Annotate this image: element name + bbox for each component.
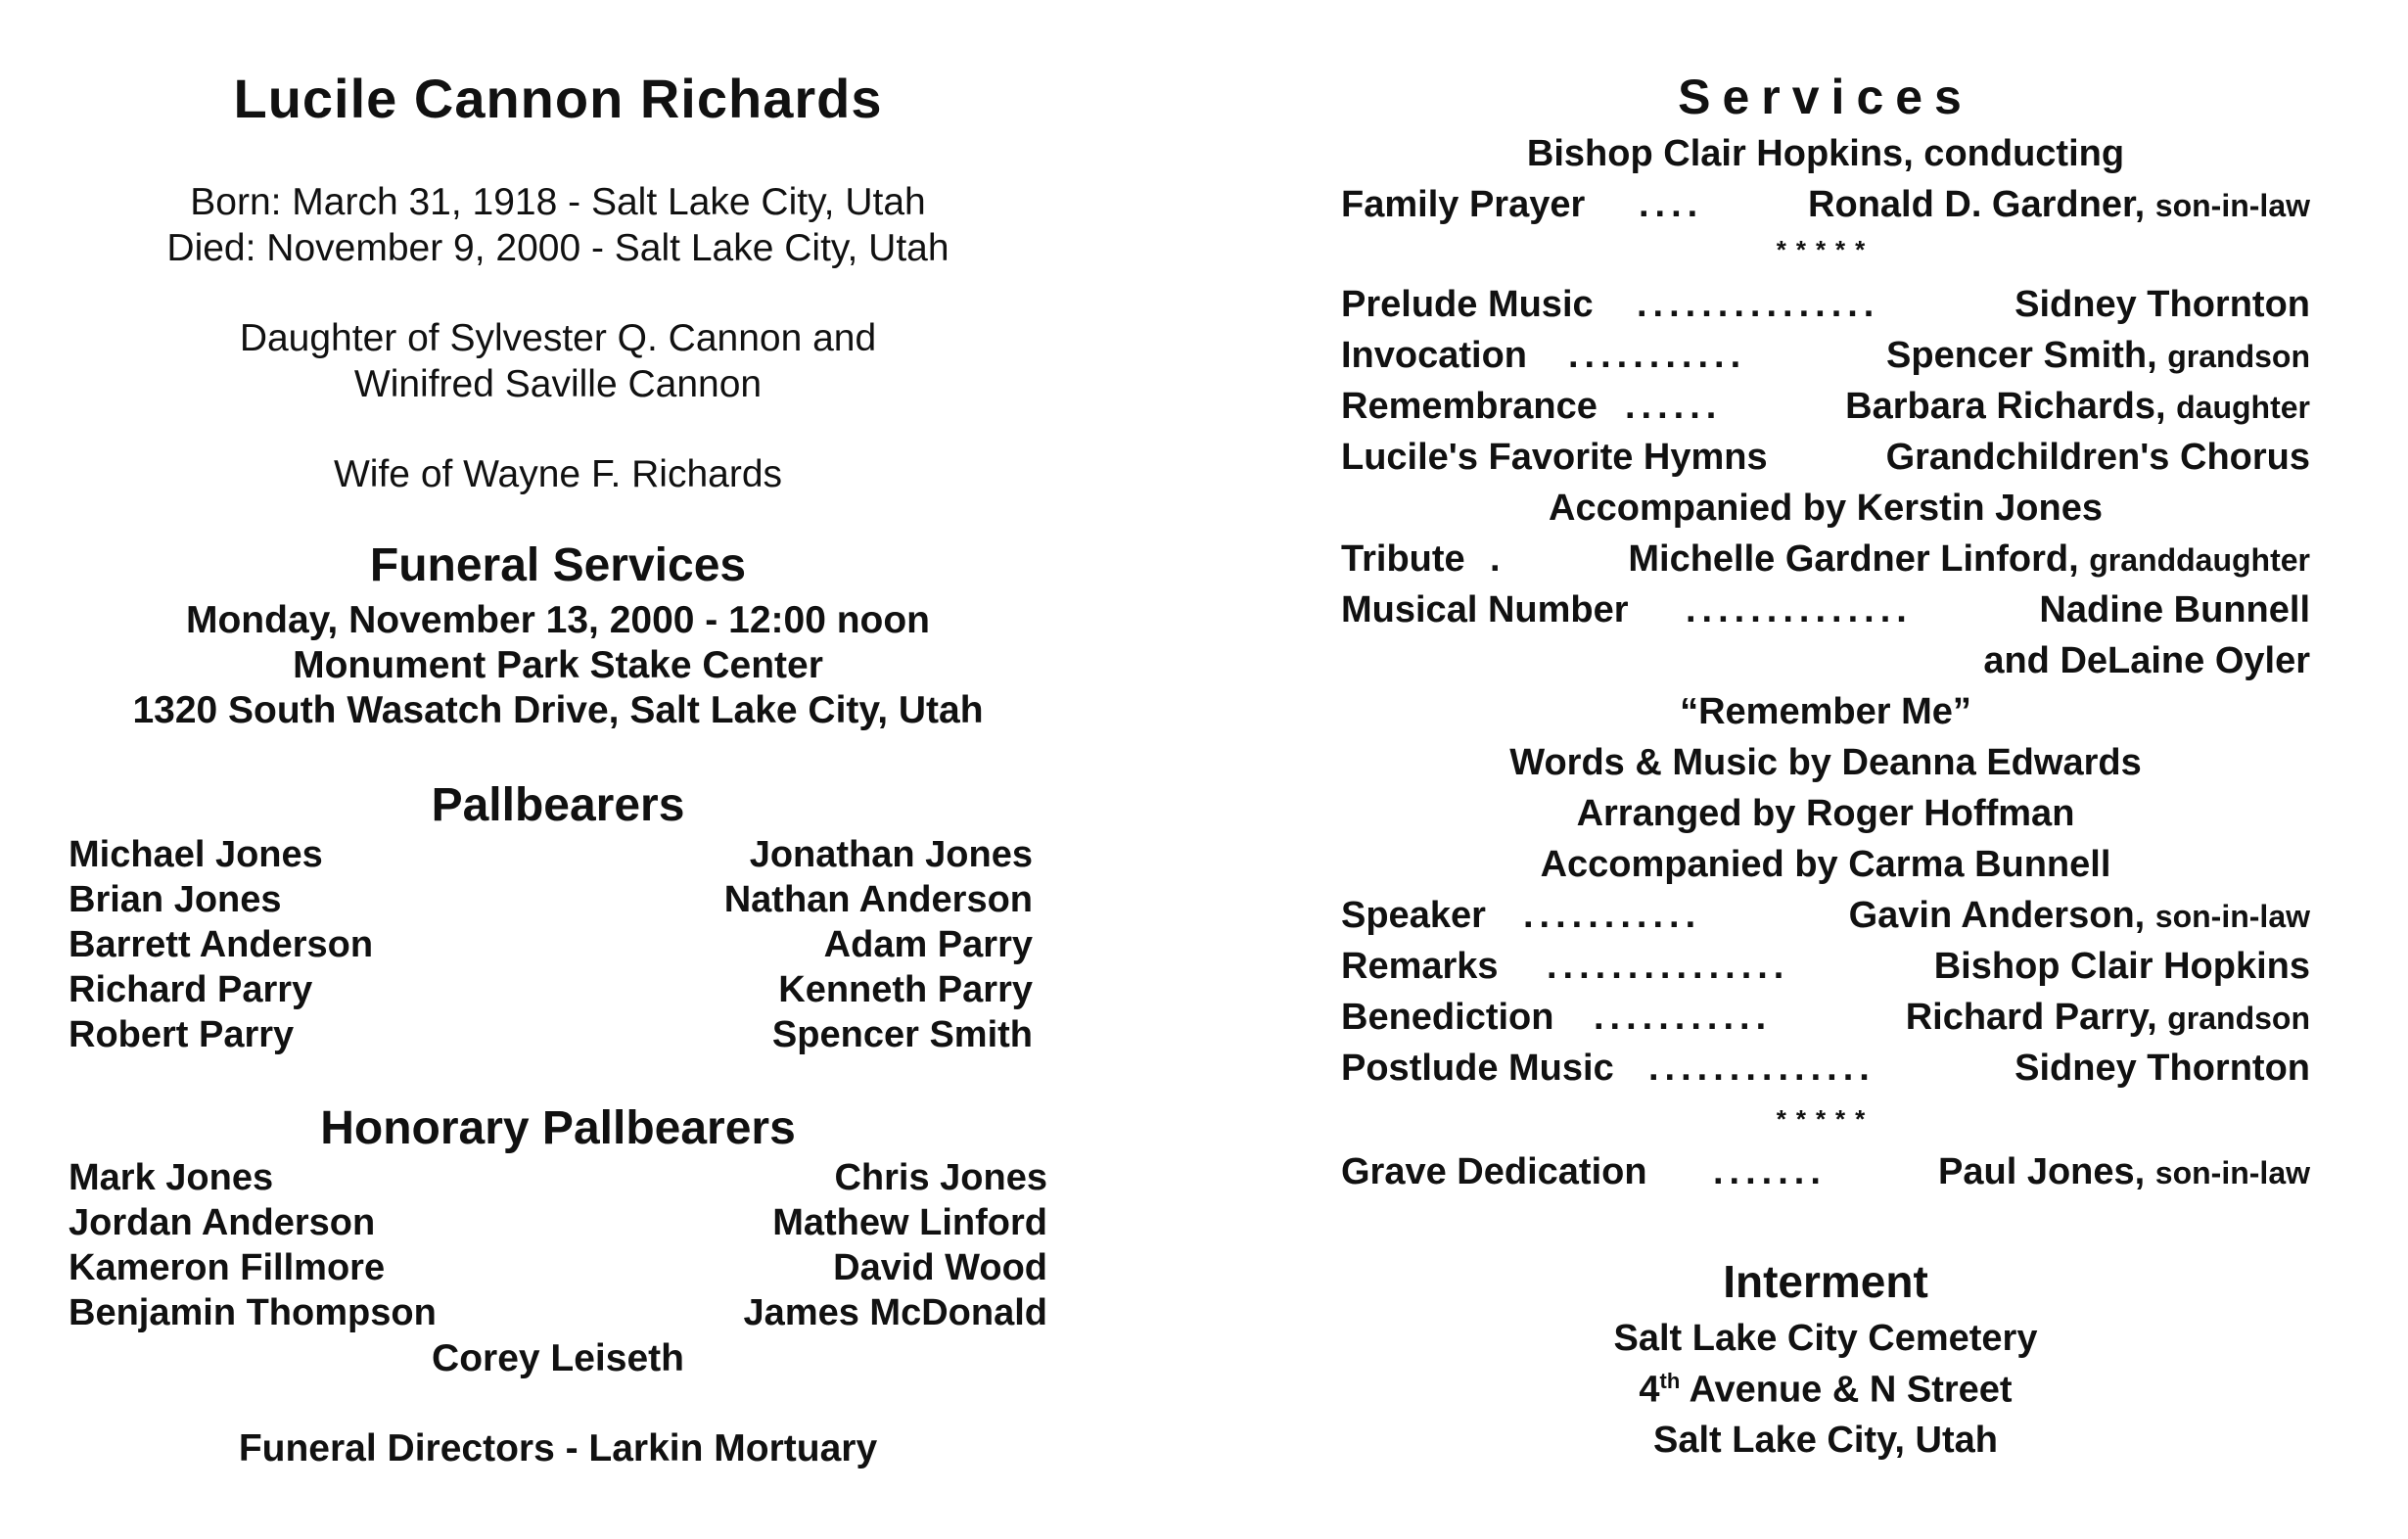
pallbearer-name: Nathan Anderson	[723, 879, 1033, 920]
honorary-name: David Wood	[833, 1247, 1047, 1288]
leader-dots: ..............	[1648, 1048, 1875, 1089]
funeral-place: Monument Park Stake Center	[293, 644, 823, 686]
program-item-label: Family Prayer	[1341, 184, 1586, 225]
died-line: Died: November 9, 2000 - Salt Lake City, Utah	[166, 227, 949, 269]
program-item-label: Tribute	[1341, 538, 1465, 580]
program-item-musical-number	[1341, 589, 2310, 636]
program-item-speaker	[1341, 895, 2310, 942]
program-item-person: Paul Jones, son-in-law	[1938, 1151, 2310, 1192]
leader-dots: ...............	[1637, 284, 1880, 325]
program-item-label: Lucile's Favorite Hymns	[1341, 437, 1768, 478]
services-heading: Services	[1678, 70, 1973, 124]
program-item-grave-dedication	[1341, 1151, 2310, 1198]
program-item-invocation	[1341, 335, 2310, 382]
program-item-label: Prelude Music	[1341, 284, 1594, 325]
honorary-name: Chris Jones	[834, 1157, 1047, 1198]
interment-cemetery: Salt Lake City Cemetery	[1613, 1318, 2038, 1359]
program-item-person: Gavin Anderson, son-in-law	[1848, 895, 2310, 936]
interment-heading: Interment	[1723, 1256, 1928, 1307]
divider-stars: *****	[1776, 235, 1875, 264]
program-item-family-prayer	[1341, 184, 2310, 231]
program-item-label: Postlude Music	[1341, 1048, 1614, 1089]
pallbearer-name: Michael Jones	[69, 834, 323, 875]
program-item-remembrance	[1341, 386, 2310, 433]
program-item-person: Richard Parry, grandson	[1905, 997, 2310, 1038]
funeral-address: 1320 South Wasatch Drive, Salt Lake City, Utah	[132, 689, 984, 731]
pallbearer-name: Barrett Anderson	[69, 924, 374, 965]
pallbearer-name: Adam Parry	[823, 924, 1033, 965]
song-arranged: Arranged by Roger Hoffman	[1576, 793, 2075, 834]
program-item-person: Sidney Thornton	[2014, 284, 2310, 325]
deceased-name: Lucile Cannon Richards	[233, 68, 883, 129]
honorary-name: James McDonald	[743, 1292, 1047, 1333]
conducting-line: Bishop Clair Hopkins, conducting	[1526, 133, 2125, 174]
song-title: “Remember Me”	[1680, 691, 1971, 732]
interment-city: Salt Lake City, Utah	[1653, 1420, 1998, 1461]
pallbearer-name: Jonathan Jones	[749, 834, 1033, 875]
pallbearer-name: Kenneth Parry	[778, 969, 1033, 1010]
program-item-label: Benediction	[1341, 997, 1554, 1038]
pallbearer-name: Richard Parry	[69, 969, 313, 1010]
song-words: Words & Music by Deanna Edwards	[1509, 742, 2142, 783]
leader-dots: ...........	[1568, 335, 1747, 376]
program-item-person: Grandchildren's Chorus	[1885, 437, 2310, 478]
song-accompaniment: Accompanied by Carma Bunnell	[1540, 844, 2111, 885]
leader-dots: ......	[1625, 386, 1723, 427]
leader-dots: ....	[1639, 184, 1704, 225]
musical-second-performer: and DeLaine Oyler	[1983, 640, 2310, 681]
funeral-directors: Funeral Directors - Larkin Mortuary	[238, 1427, 878, 1469]
leader-dots: ..............	[1686, 589, 1913, 630]
leader-dots: .......	[1713, 1151, 1827, 1192]
program-item-person: Nadine Bunnell	[2039, 589, 2310, 630]
program-item-label: Invocation	[1341, 335, 1528, 376]
program-item-label: Remarks	[1341, 946, 1499, 987]
leader-dots: ...............	[1547, 946, 1790, 987]
hymns-accompaniment: Accompanied by Kerstin Jones	[1549, 488, 2103, 529]
program-item-prelude	[1341, 284, 2310, 331]
program-item-label: Musical Number	[1341, 589, 1629, 630]
program-item-benediction	[1341, 997, 2310, 1044]
program-item-label: Speaker	[1341, 895, 1486, 936]
pallbearer-name: Brian Jones	[69, 879, 282, 920]
honorary-name: Jordan Anderson	[69, 1202, 376, 1243]
honorary-name: Mark Jones	[69, 1157, 274, 1198]
pallbearer-name: Robert Parry	[69, 1014, 295, 1055]
program-item-label: Remembrance	[1341, 386, 1598, 427]
divider-stars: *****	[1776, 1104, 1875, 1134]
program-item-person: Michelle Gardner Linford, granddaughter	[1628, 538, 2310, 580]
honorary-pallbearers-heading: Honorary Pallbearers	[320, 1102, 796, 1154]
program-item-person: Ronald D. Gardner, son-in-law	[1808, 184, 2310, 225]
program-item-label: Grave Dedication	[1341, 1151, 1647, 1192]
program-item-person: Barbara Richards, daughter	[1845, 386, 2310, 427]
program-item-tribute	[1341, 538, 2310, 585]
leader-dots: .	[1490, 538, 1506, 580]
program-item-person: Bishop Clair Hopkins	[1933, 946, 2310, 987]
honorary-name: Kameron Fillmore	[69, 1247, 386, 1288]
pallbearer-name: Spencer Smith	[771, 1014, 1033, 1055]
wife-line: Wife of Wayne F. Richards	[333, 453, 783, 495]
interment-street: 4th Avenue & N Street	[1639, 1369, 2013, 1411]
honorary-name: Mathew Linford	[772, 1202, 1047, 1243]
right-panel	[1341, 0, 2310, 1539]
funeral-services-heading: Funeral Services	[369, 539, 747, 591]
program-item-postlude	[1341, 1048, 2310, 1095]
program-item-remarks	[1341, 946, 2310, 993]
daughter-line-2: Winifred Saville Cannon	[353, 363, 763, 405]
daughter-line-1: Daughter of Sylvester Q. Cannon and	[239, 317, 877, 359]
honorary-name: Benjamin Thompson	[69, 1292, 437, 1333]
honorary-name-center: Corey Leiseth	[432, 1337, 684, 1379]
leader-dots: ...........	[1523, 895, 1702, 936]
program-item-person: Sidney Thornton	[2014, 1048, 2310, 1089]
leader-dots: ...........	[1594, 997, 1773, 1038]
left-panel	[69, 0, 1047, 1539]
born-line: Born: March 31, 1918 - Salt Lake City, Utah	[190, 181, 926, 223]
program-item-hymns	[1341, 437, 2310, 484]
pallbearers-heading: Pallbearers	[431, 779, 685, 831]
funeral-date: Monday, November 13, 2000 - 12:00 noon	[185, 599, 931, 641]
program-item-person: Spencer Smith, grandson	[1886, 335, 2310, 376]
